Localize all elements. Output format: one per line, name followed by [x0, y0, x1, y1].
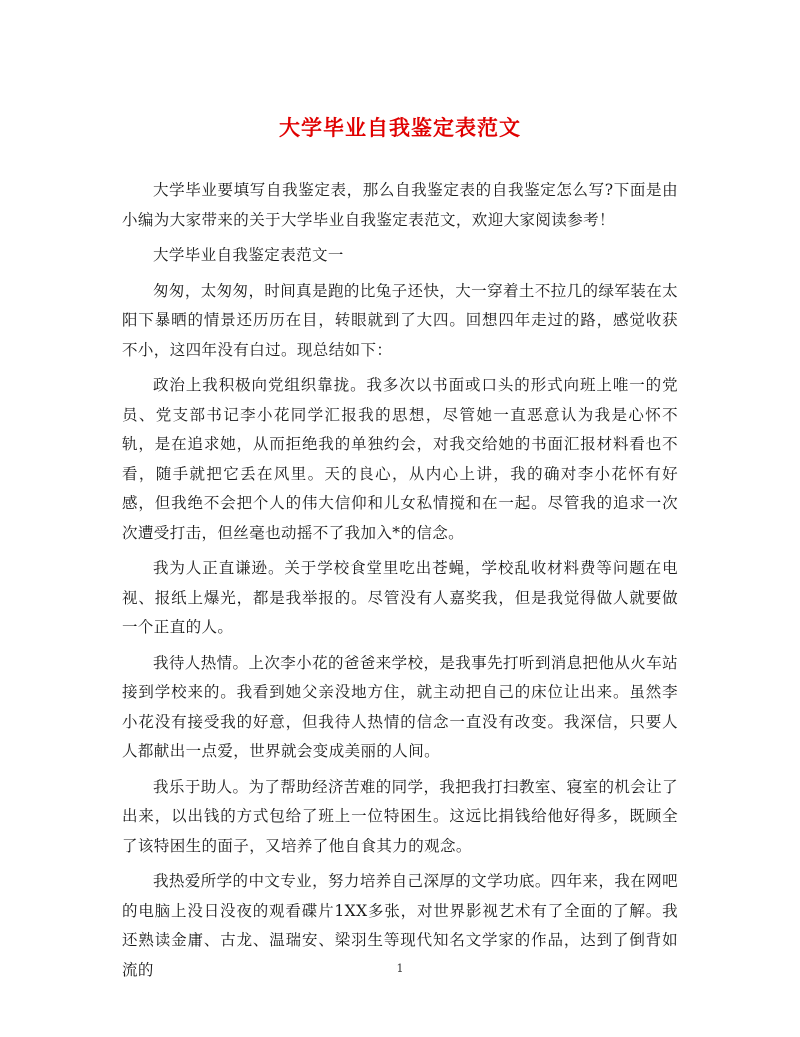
body-paragraph: 我热爱所学的中文专业，努力培养自己深厚的文学功底。四年来，我在网吧的电脑上没日没夜的观看碟片1XX多张，对世界影视艺术有了全面的了解。我还熟读金庸、古龙、温瑞安、梁羽生等现代知名文学家的作品，达到了倒背如流的 [122, 872, 678, 979]
document-title: 大学毕业自我鉴定表范文 [279, 115, 521, 140]
page-number: 1 [396, 962, 404, 975]
body-paragraph: 匆匆，太匆匆，时间真是跑的比兔子还快，大一穿着土不拉几的绿军装在太阳下暴晒的情景还历历在目，转眼就到了大四。回想四年走过的路，感觉收获不小，这四年没有白过。现总结如下： [122, 281, 678, 359]
section-heading: 大学毕业自我鉴定表范文一 [153, 246, 344, 264]
document-body [122, 176, 678, 991]
body-paragraph: 我待人热情。上次李小花的爸爸来学校，是我事先打听到消息把他从火车站接到学校来的。我看到她父亲没地方住，就主动把自己的床位让出来。虽然李小花没有接受我的好意，但我待人热情的信念一直没有改变。我深信，只要人人都献出一点爱，世界就会变成美丽的人间。 [122, 653, 678, 760]
body-paragraph: 政治上我积极向党组织靠拢。我多次以书面或口头的形式向班上唯一的党员、党支部书记李小花同学汇报我的思想，尽管她一直恶意认为我是心怀不轨，是在追求她，从而拒绝我的单独约会，对我交给她的书面汇报材料看也不看，随手就把它丢在风里。天的良心，从内心上讲，我的确对李小花怀有好感，但我绝不会把个人的伟大信仰和儿女私情搅和在一起。尽管我的追求一次次遭受打击，但丝毫也动摇不了我加入*的信念。 [122, 376, 678, 542]
body-paragraph: 我乐于助人。为了帮助经济苦难的同学，我把我打扫教室、寝室的机会让了出来，以出钱的方式包给了班上一位特困生。这远比捐钱给他好得多，既顾全了该特困生的面子，又培养了他自食其力的观念。 [122, 777, 678, 855]
intro-paragraph: 大学毕业要填写自我鉴定表，那么自我鉴定表的自我鉴定怎么写?下面是由小编为大家带来的关于大学毕业自我鉴定表范文，欢迎大家阅读参考！ [122, 181, 678, 229]
body-paragraph: 我为人正直谦逊。关于学校食堂里吃出苍蝇，学校乱收材料费等问题在电视、报纸上爆光，都是我举报的。尽管没有人嘉奖我，但是我觉得做人就要做一个正直的人。 [122, 559, 678, 636]
